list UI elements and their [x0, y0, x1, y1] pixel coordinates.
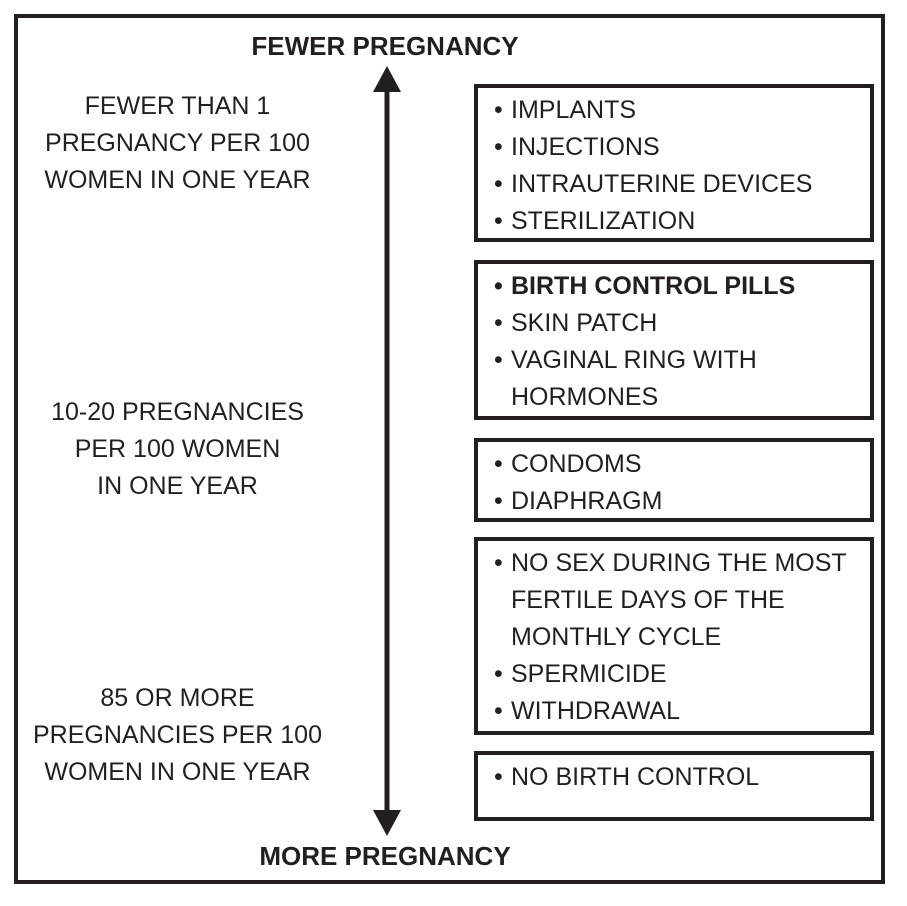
method-item: • INJECTIONS — [494, 129, 870, 166]
method-item: • WITHDRAWAL — [494, 693, 870, 730]
method-item-line: • NO SEX DURING THE MOST — [511, 549, 847, 577]
method-item-line: HORMONES — [511, 383, 659, 411]
arrowhead-down-icon — [373, 810, 401, 836]
method-item: • DIAPHRAGM — [494, 483, 870, 520]
arrowhead-up-icon — [373, 66, 401, 92]
method-item: • IMPLANTS — [494, 92, 870, 129]
method-item-highlighted: • BIRTH CONTROL PILLS — [494, 268, 870, 305]
method-list — [494, 92, 870, 240]
method-item-line: MONTHLY CYCLE — [511, 623, 722, 651]
effectiveness-level-low — [20, 680, 335, 791]
method-list — [494, 759, 870, 796]
method-list — [494, 446, 870, 520]
level-line: PREGNANCY PER 100 — [45, 129, 310, 157]
level-line: 10-20 PREGNANCIES — [51, 398, 304, 426]
level-line: IN ONE YEAR — [97, 472, 258, 500]
method-item — [494, 545, 870, 656]
method-item-line: • VAGINAL RING WITH — [511, 346, 757, 374]
method-item: • NO BIRTH CONTROL — [494, 759, 870, 796]
method-item: • SKIN PATCH — [494, 305, 870, 342]
level-line: PER 100 WOMEN — [74, 435, 281, 463]
method-group-box — [474, 260, 874, 420]
method-item: • INTRAUTERINE DEVICES — [494, 166, 870, 203]
axis-top-label: FEWER PREGNANCY — [251, 31, 519, 61]
method-item: • CONDOMS — [494, 446, 870, 483]
method-group-box — [474, 438, 874, 522]
level-line: PREGNANCIES PER 100 — [33, 721, 322, 749]
method-group-box — [474, 84, 874, 242]
method-group-box — [474, 537, 874, 735]
method-item — [494, 342, 870, 416]
method-group-box — [474, 751, 874, 821]
axis-bottom-label: MORE PREGNANCY — [259, 841, 511, 871]
effectiveness-level-high — [20, 88, 335, 199]
method-item-line: FERTILE DAYS OF THE — [511, 586, 785, 614]
level-line: 85 OR MORE — [100, 684, 255, 712]
level-line: WOMEN IN ONE YEAR — [44, 758, 311, 786]
level-line: FEWER THAN 1 — [84, 92, 271, 120]
method-list — [494, 545, 870, 730]
method-list — [494, 268, 870, 416]
level-line: WOMEN IN ONE YEAR — [44, 166, 311, 194]
method-item: • SPERMICIDE — [494, 656, 870, 693]
effectiveness-level-medium — [20, 394, 335, 505]
method-item: • STERILIZATION — [494, 203, 870, 240]
